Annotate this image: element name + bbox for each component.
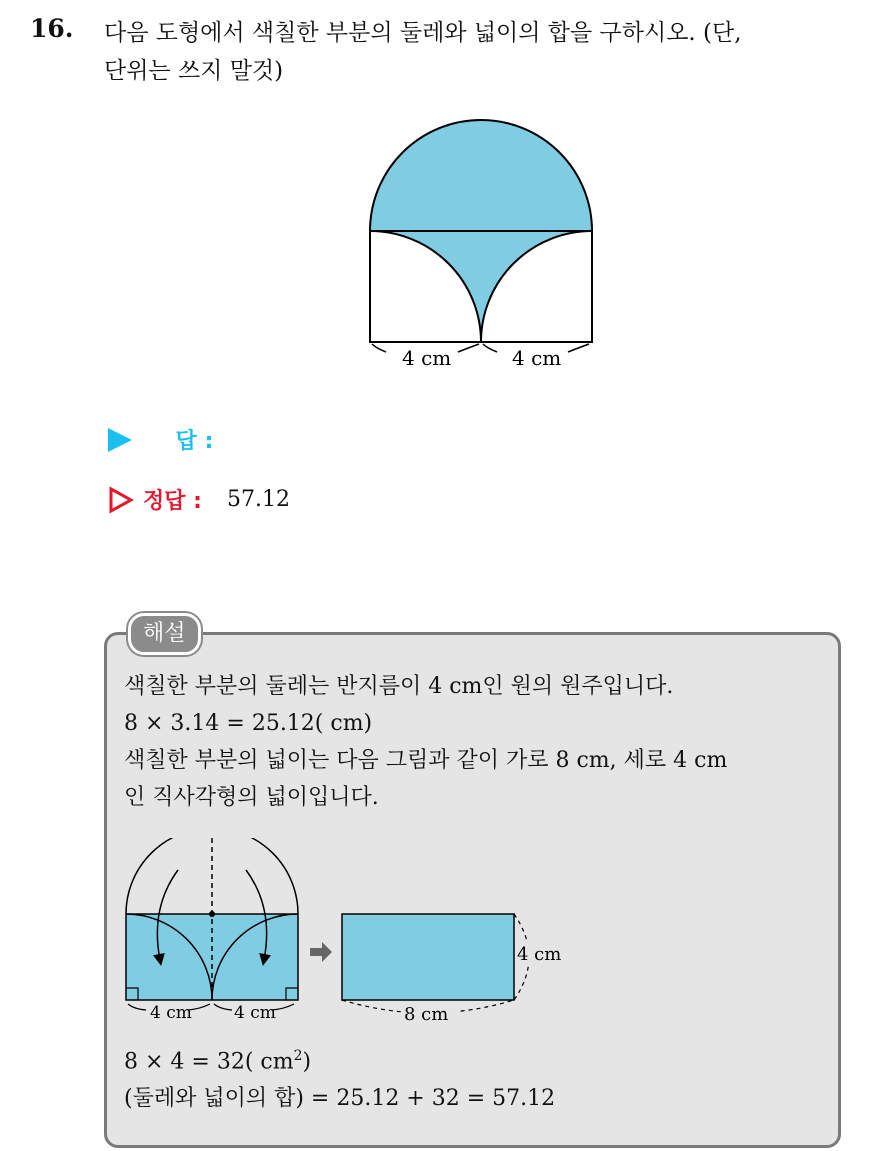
fig2-left-label: 4 cm [150,1003,192,1023]
fig2-right-label: 4 cm [234,1003,276,1023]
outline-triangle-icon [108,486,134,514]
filled-triangle-icon [108,428,132,452]
equation-lines [124,1038,555,1117]
answer-row [108,424,213,455]
top-semicircle [370,120,592,231]
correct-answer-label: 정답 : [143,489,202,514]
explanation-tag: 해설 [128,613,201,655]
result-rectangle [342,914,514,1000]
transform-arrow-icon [310,942,332,962]
rect-height-label: 4 cm [517,944,562,965]
question-line-1: 다음 도형에서 색칠한 부분의 둘레와 넓이의 합을 구하시오. (단, [104,20,742,46]
explanation-line-2: 8 × 3.14 = 25.12( cm) [124,711,373,736]
question-text [104,14,874,90]
explanation-line-4: 인 직사각형의 넓이입니다. [124,785,379,810]
explanation-line-1: 색칠한 부분의 둘레는 반지름이 4 cm인 원의 원주입니다. [124,674,674,699]
correct-answer-row [108,484,290,515]
correct-answer-value: 57.12 [226,487,290,512]
right-length-label: 4 cm [512,346,562,370]
problem-figure [360,112,610,377]
equation-sum: (둘레와 넓이의 합) = 25.12 + 32 = 57.12 [124,1086,556,1112]
question-number: 16. [30,14,74,43]
left-length-label: 4 cm [402,346,452,370]
equation-area: 8 × 4 = 32( $cm^2$) [124,1048,312,1075]
center-dot [209,911,215,917]
rect-width-label: 8 cm [404,1004,449,1025]
explanation-figure [120,838,580,1033]
explanation-text [124,668,824,816]
answer-label: 답 : [175,429,214,454]
question-line-2: 단위는 쓰지 말것) [104,58,284,84]
explanation-line-3: 색칠한 부분의 넓이는 다음 그림과 같이 가로 8 cm, 세로 4 cm [124,748,728,773]
